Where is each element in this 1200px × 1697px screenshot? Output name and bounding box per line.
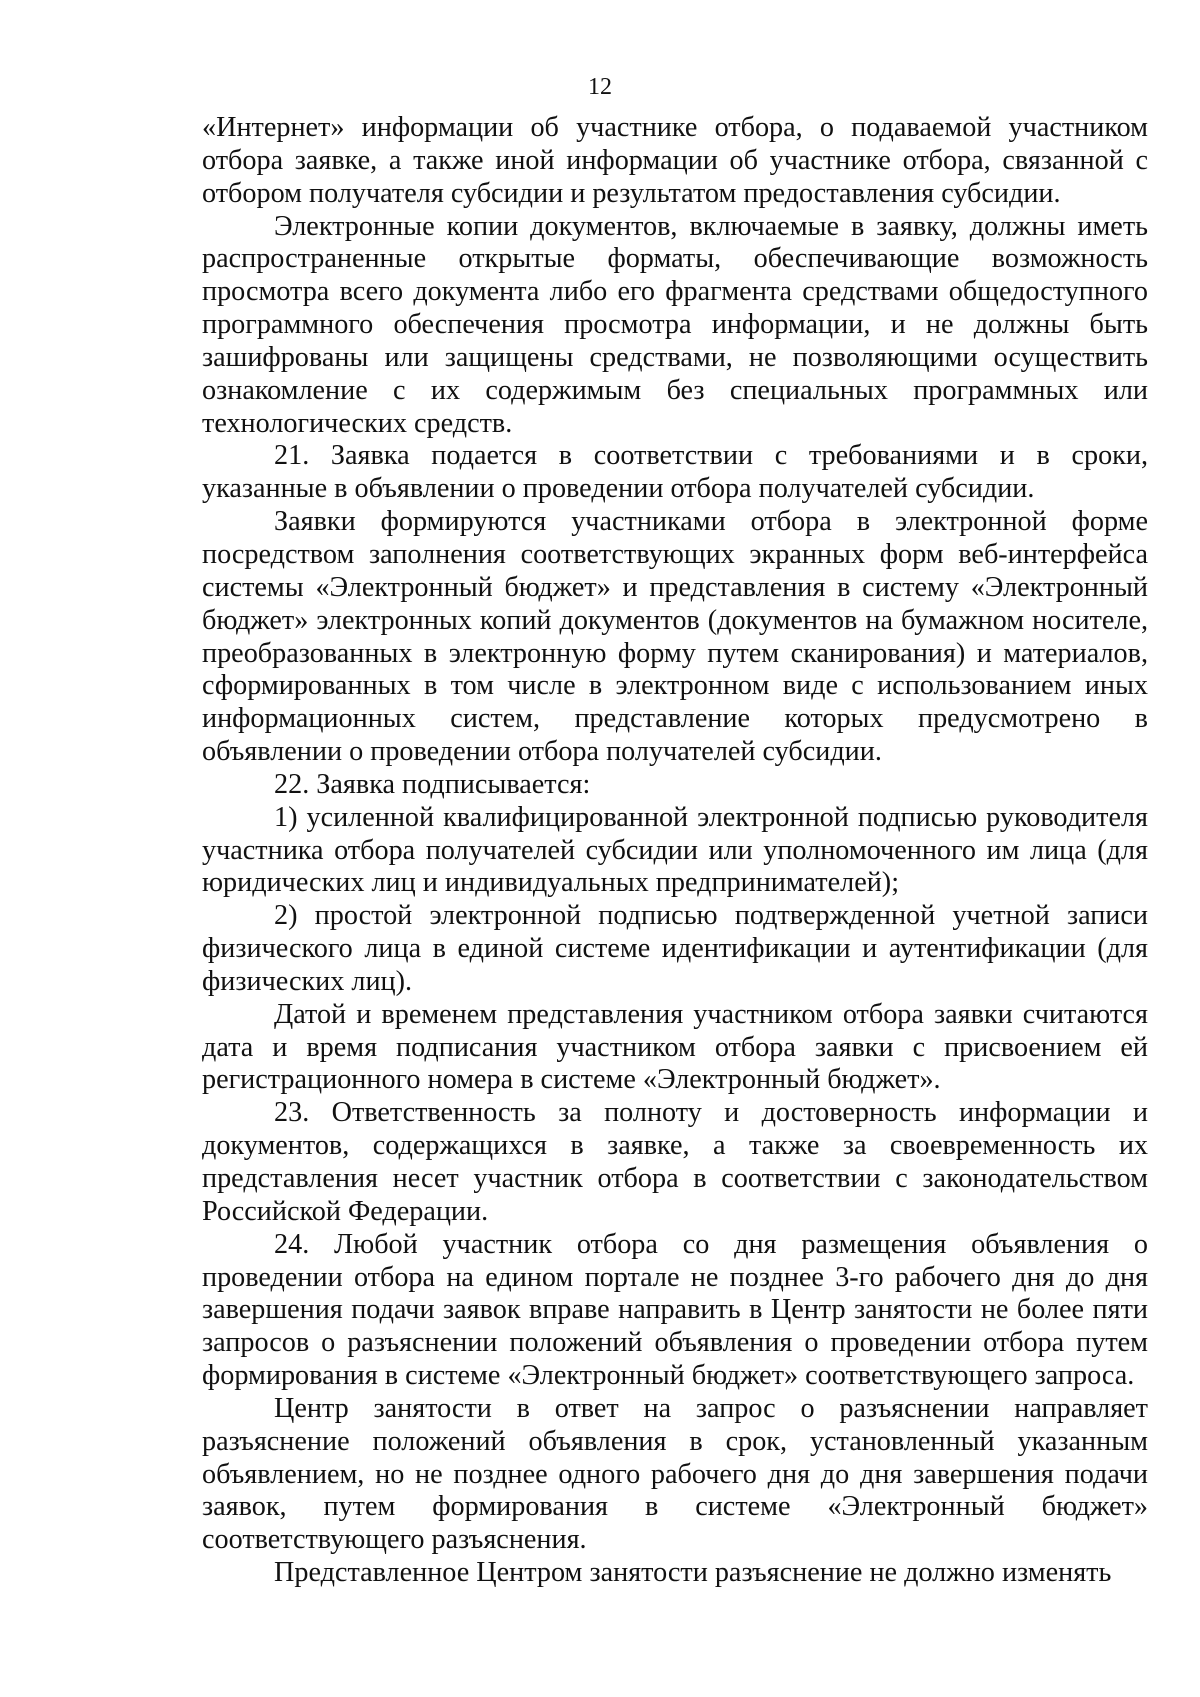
paragraph-clarification-response: Центр занятости в ответ на запрос о разъяснении направляет разъяснение положений объявления в срок, установленный указанным объявлением, но не позднее одного рабочего дня до дня завершения подачи заявок, путем формирования в системе «Электронный бюджет» соответствующего разъяснения.	[202, 1392, 1148, 1556]
paragraph-item-22-2: 2) простой электронной подписью подтвержденной учетной записи физического лица в единой системе идентификации и аутентификации (для физических лиц).	[202, 900, 1148, 997]
paragraph-electronic-copies: Электронные копии документов, включаемые в заявку, должны иметь распространенные открытые форматы, обеспечивающие возможность просмотра всего документа либо его фрагмента средствами общедоступного программного обеспечения просмотра информации, и не должны быть зашифрованы или защищены средствами, не позволяющими осуществить ознакомление с их содержимым без специальных программных или технологических средств.	[202, 210, 1148, 439]
paragraph-applications-formed: Заявки формируются участниками отбора в электронной форме посредством заполнения соответствующих экранных форм веб-интерфейса системы «Электронный бюджет» и представления в систему «Электронный бюджет» электронных копий документов (документов на бумажном носителе, преобразованных в электронную форму путем сканирования) и материалов, сформированных в том числе в электронном виде с использованием иных информационных систем, представление которых предусмотрено в объявлении о проведении отбора получателей субсидии.	[202, 506, 1148, 768]
paragraph-clarification-not-change: Представленное Центром занятости разъяснение не должно изменять	[274, 1557, 1112, 1589]
paragraph-continuation: «Интернет» информации об участнике отбора, о подаваемой участником отбора заявке, а также иной информации об участнике отбора, связанной с отбором получателя субсидии и результатом предоставления субсидии.	[202, 112, 1148, 209]
document-body	[202, 112, 1148, 1590]
page-number: 12	[588, 74, 612, 100]
paragraph-item-22-1: 1) усиленной квалифицированной электронной подписью руководителя участника отбора получателей субсидии или уполномоченного им лица (для юридических лиц и индивидуальных предпринимателей);	[202, 801, 1148, 899]
paragraph-item-23: 23. Ответственность за полноту и достоверность информации и документов, содержащихся в заявке, а также за своевременность их представления несет участник отбора в соответствии с законодательством Российской Федерации.	[202, 1097, 1148, 1227]
paragraph-item-21: 21. Заявка подается в соответствии с требованиями и в сроки, указанные в объявлении о проведении отбора получателей субсидии.	[202, 440, 1148, 505]
paragraph-submission-date: Датой и временем представления участником отбора заявки считаются дата и время подписания участником отбора заявки с присвоением ей регистрационного номера в системе «Электронный бюджет».	[202, 998, 1148, 1096]
paragraph-item-22: 22. Заявка подписывается:	[274, 768, 591, 800]
paragraph-item-24: 24. Любой участник отбора со дня размещения объявления о проведении отбора на едином портале не позднее 3-го рабочего дня до дня завершения подачи заявок вправе направить в Центр занятости не более пяти запросов о разъяснении положений объявления о проведении отбора путем формирования в системе «Электронный бюджет» соответствующего запроса.	[202, 1228, 1148, 1392]
